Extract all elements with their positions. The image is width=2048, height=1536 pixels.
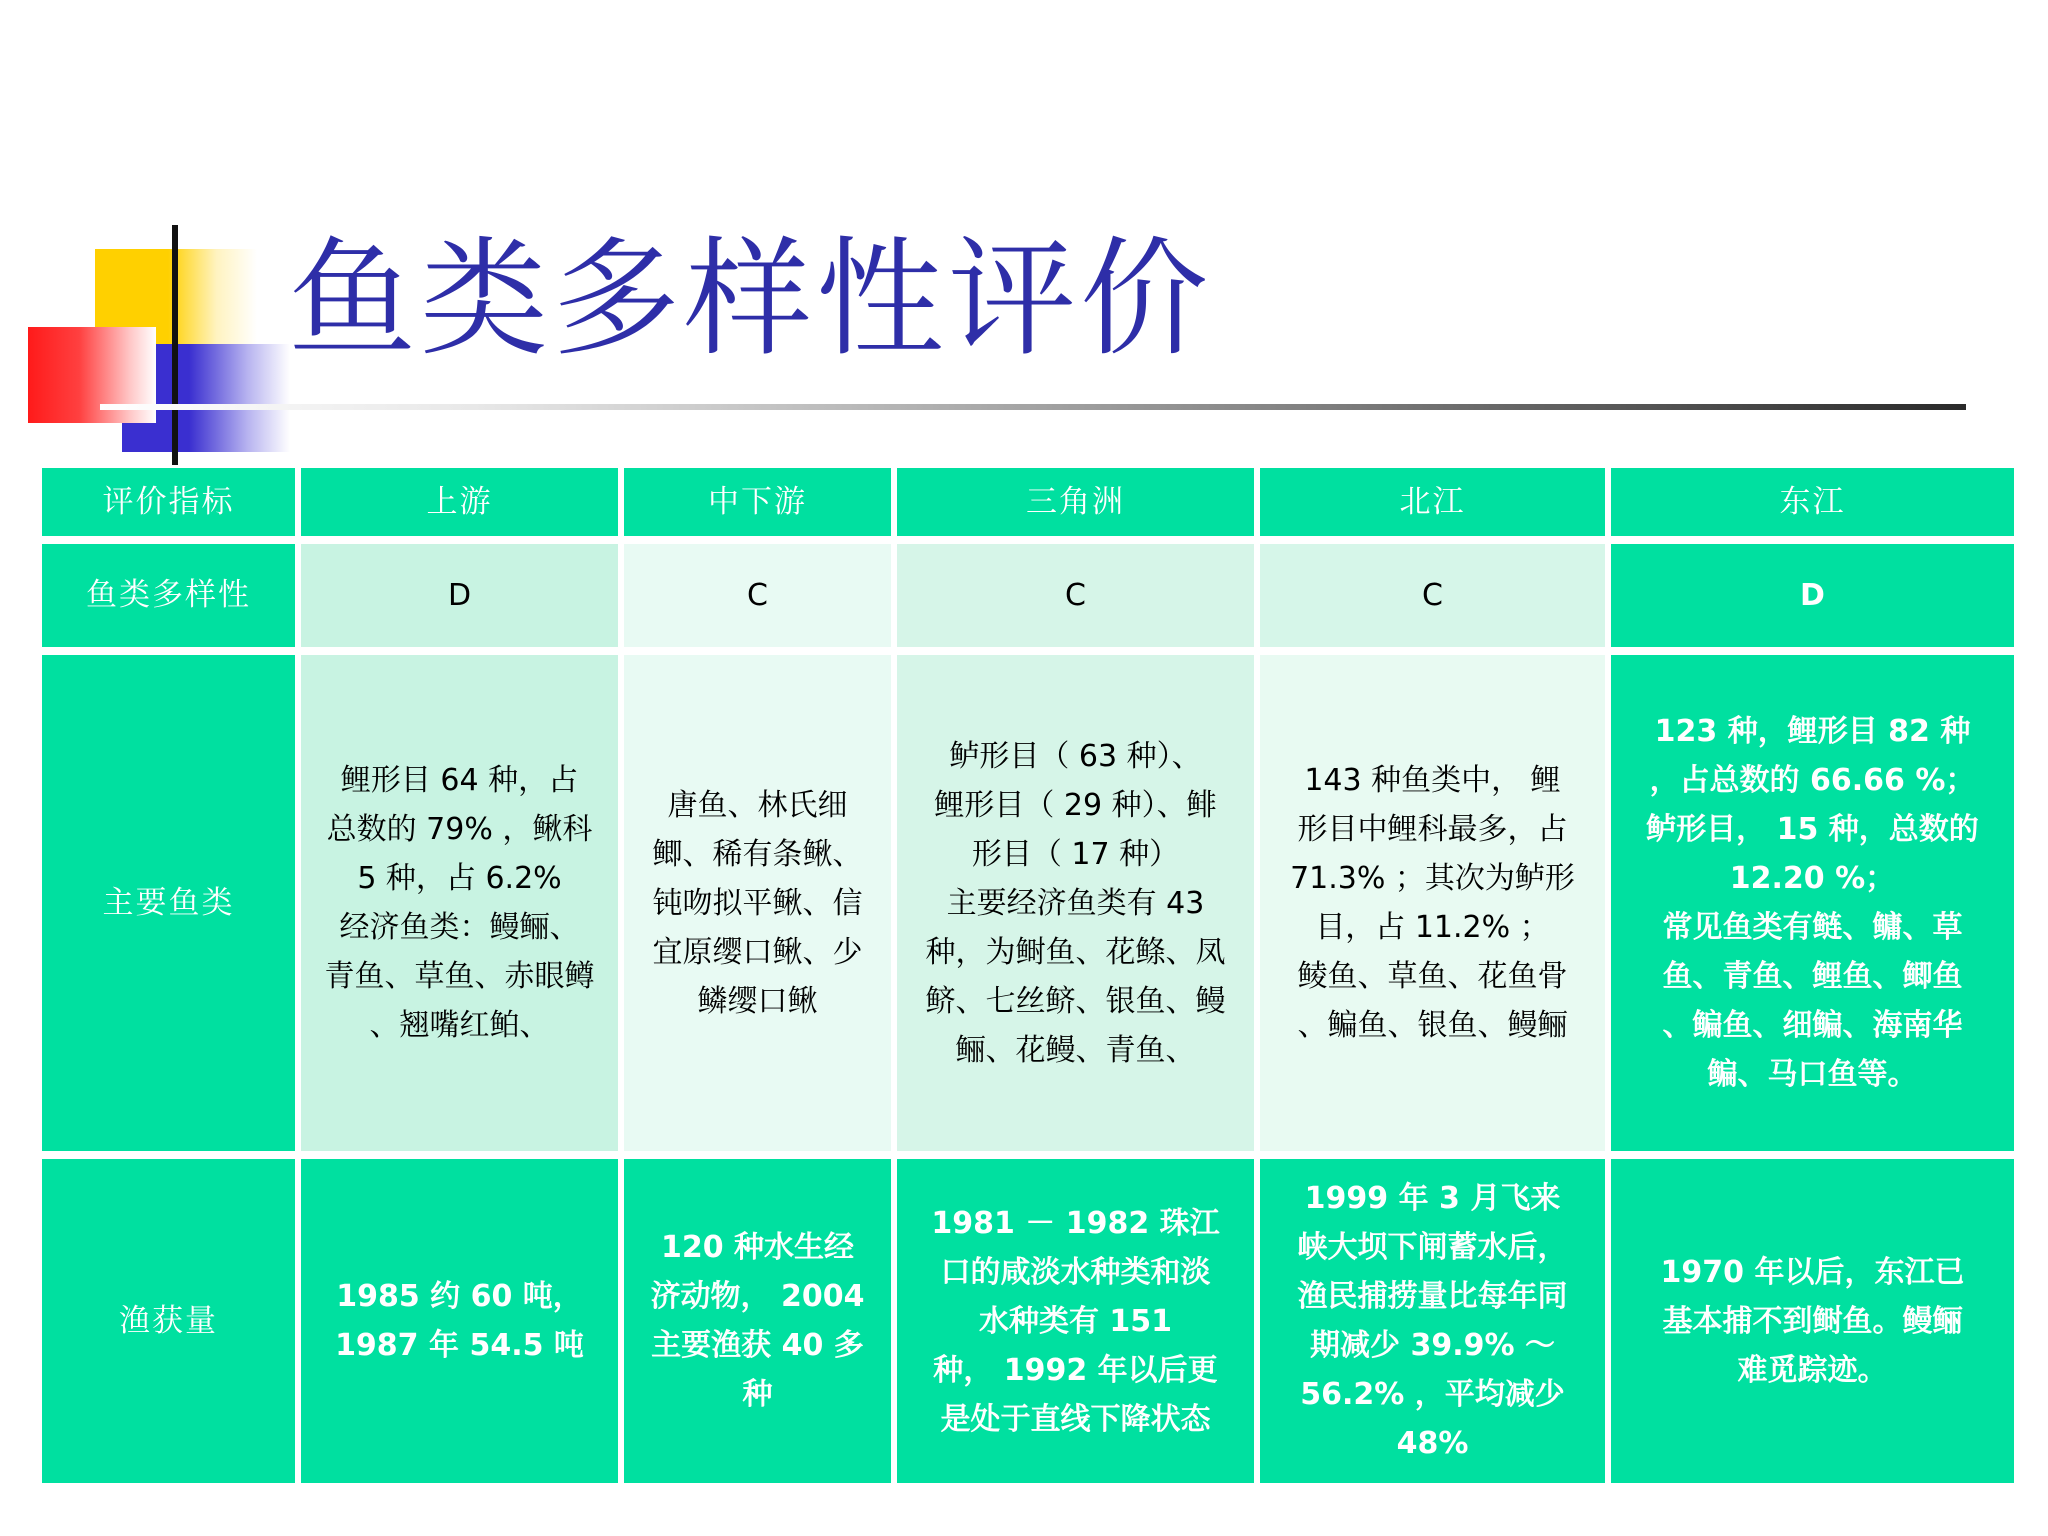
main-fish-beijiang: 143 种鱼类中， 鲤 形目中鲤科最多，占 71.3% ；其次为鲈形 目，占 11.2% ； 鲮鱼、草鱼、花鱼骨 、鳊鱼、银鱼、鳗鲡 [1260,655,1605,1151]
header-dongjiang: 东江 [1611,468,2014,536]
catch-delta: 1981 － 1982 珠江 口的咸淡水种类和淡 水种类有 151 种， 1992 年以后更 是处于直线下降状态 [897,1159,1254,1483]
catch-upstream: 1985 约 60 吨， 1987 年 54.5 吨 [301,1159,618,1483]
diversity-dongjiang: D [1611,544,2014,647]
header-midlower: 中下游 [624,468,891,536]
main-fish-dongjiang: 123 种，鲤形目 82 种 ，占总数的 66.66 %； 鲈形目， 15 种，总数的 12.20 %； 常见鱼类有鲢、鳙、草 鱼、青鱼、鲤鱼、鲫鱼 、鳊鱼、细鳊、海南华 鳊、马口鱼等。 [1611,655,2014,1151]
diversity-upstream: D [301,544,618,647]
diversity-delta: C [897,544,1254,647]
diversity-midlower: C [624,544,891,647]
main-fish-upstream: 鲤形目 64 种，占 总数的 79% ，鳅科 5 种，占 6.2% 经济鱼类：鳗鲡、 青鱼、草鱼、赤眼鳟 、翘嘴红鲌、 [301,655,618,1151]
header-beijiang: 北江 [1260,468,1605,536]
catch-midlower: 120 种水生经 济动物， 2004 主要渔获 40 多 种 [624,1159,891,1483]
vertical-line-decoration [172,225,178,465]
catch-dongjiang: 1970 年以后，东江已 基本捕不到鲥鱼。鳗鲡 难觅踪迹。 [1611,1159,2014,1483]
evaluation-table [42,468,2002,1483]
title-underline [100,404,1966,410]
header-indicator: 评价指标 [42,468,295,536]
main-fish-delta: 鲈形目（ 63 种）、 鲤形目（ 29 种）、鲱 形目（ 17 种） 主要经济鱼类有 43 种，为鲥鱼、花鲦、凤 鲚、七丝鲚、银鱼、鳗 鲡、花鳗、青鱼、 [897,655,1254,1151]
header-upstream: 上游 [301,468,618,536]
catch-beijiang: 1999 年 3 月飞来 峡大坝下闸蓄水后， 渔民捕捞量比每年同 期减少 39.9% ～ 56.2% ，平均减少 48% [1260,1159,1605,1483]
row-label-catch: 渔获量 [42,1159,295,1483]
slide-title: 鱼类多样性评价 [288,225,1213,374]
diversity-beijiang: C [1260,544,1605,647]
header-delta: 三角洲 [897,468,1254,536]
row-label-diversity: 鱼类多样性 [42,544,295,647]
main-fish-midlower: 唐鱼、林氏细 鲫、稀有条鳅、 钝吻拟平鳅、信 宜原缨口鳅、少 鳞缨口鳅 [624,655,891,1151]
row-label-main-fish: 主要鱼类 [42,655,295,1151]
